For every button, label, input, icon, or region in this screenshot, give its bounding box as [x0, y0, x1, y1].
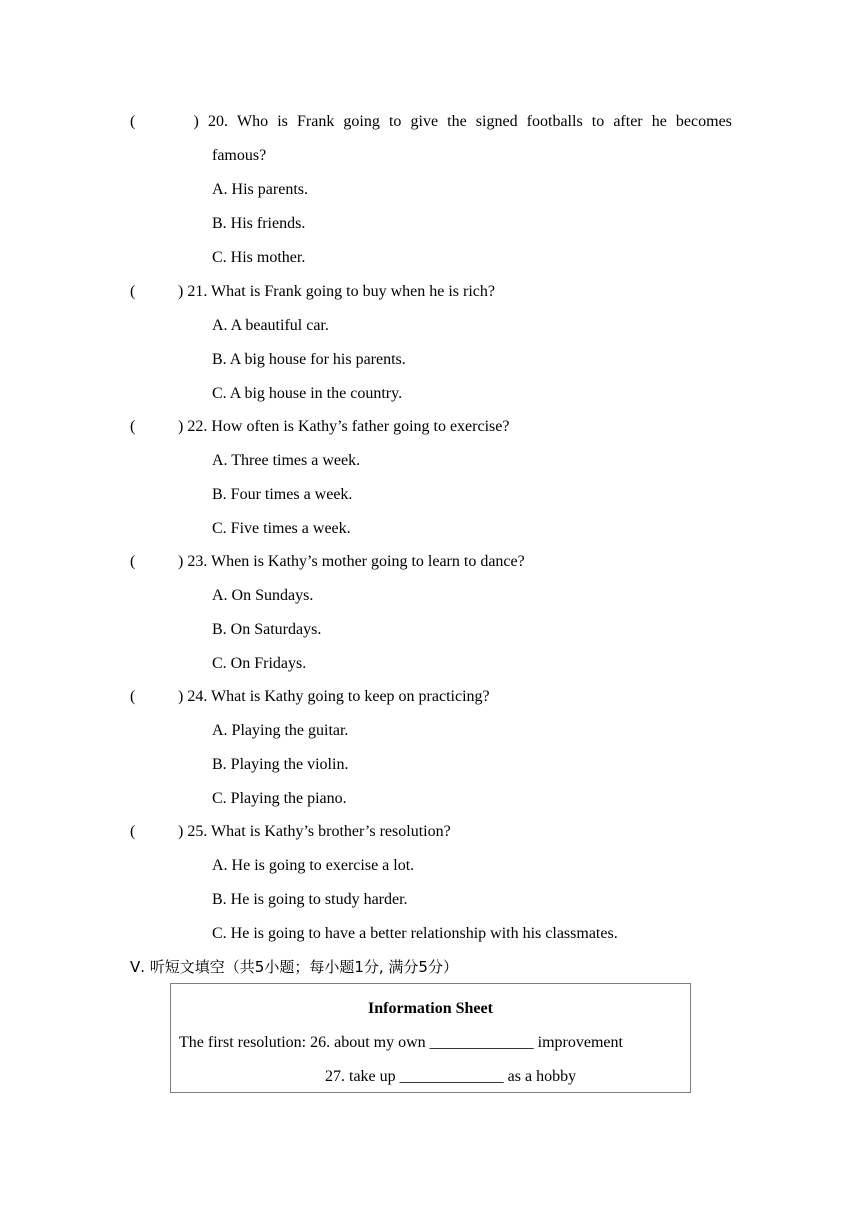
option-a: A. Three times a week.: [212, 452, 361, 469]
option-b: B. Playing the violin.: [212, 756, 349, 773]
question-22-stem: ) 22. How often is Kathy’s father going to exercise?: [178, 418, 510, 435]
option-a: A. His parents.: [212, 181, 308, 198]
option-c: C. His mother.: [212, 249, 306, 266]
answer-paren: (: [130, 283, 136, 300]
option-a: A. On Sundays.: [212, 587, 314, 604]
section-title: Ⅴ. 听短文填空（共5小题；每小题1分, 满分5分）: [130, 958, 458, 976]
option-b: B. On Saturdays.: [212, 621, 322, 638]
option-c: C. On Fridays.: [212, 655, 307, 672]
option-a: A. Playing the guitar.: [212, 722, 349, 739]
option-a: A. A beautiful car.: [212, 317, 329, 334]
information-sheet-line-27: 27. take up _____________ as a hobby: [325, 1068, 577, 1085]
question-20-stem-continued: famous?: [212, 147, 267, 164]
answer-paren: (: [130, 553, 136, 570]
question-24-stem: ) 24. What is Kathy going to keep on practicing?: [178, 688, 490, 705]
question-number: 20.: [207, 113, 228, 130]
option-c: C. Playing the piano.: [212, 790, 347, 807]
option-b: B. He is going to study harder.: [212, 891, 408, 908]
question-23-stem: ) 23. When is Kathy’s mother going to learn to dance?: [178, 553, 525, 570]
option-b: B. Four times a week.: [212, 486, 353, 503]
option-b: B. His friends.: [212, 215, 306, 232]
option-a: A. He is going to exercise a lot.: [212, 857, 415, 874]
answer-paren: (: [130, 688, 136, 705]
option-c: C. A big house in the country.: [212, 385, 403, 402]
information-sheet-line-26: The first resolution: 26. about my own _____________ improvement: [179, 1034, 623, 1051]
question-20-stem: ( ) 20. Who is Frank going to give the signed footballs to after he becomes: [130, 113, 732, 130]
option-b: B. A big house for his parents.: [212, 351, 406, 368]
option-c: C. Five times a week.: [212, 520, 351, 537]
answer-paren: (: [130, 823, 136, 840]
option-c: C. He is going to have a better relationship with his classmates.: [212, 925, 618, 942]
information-sheet-title: Information Sheet: [368, 1000, 493, 1017]
answer-paren: (: [130, 113, 136, 130]
answer-paren: (: [130, 418, 136, 435]
information-sheet-box: [170, 983, 691, 1093]
question-25-stem: ) 25. What is Kathy’s brother’s resolution?: [178, 823, 451, 840]
question-21-stem: ) 21. What is Frank going to buy when he is rich?: [178, 283, 495, 300]
